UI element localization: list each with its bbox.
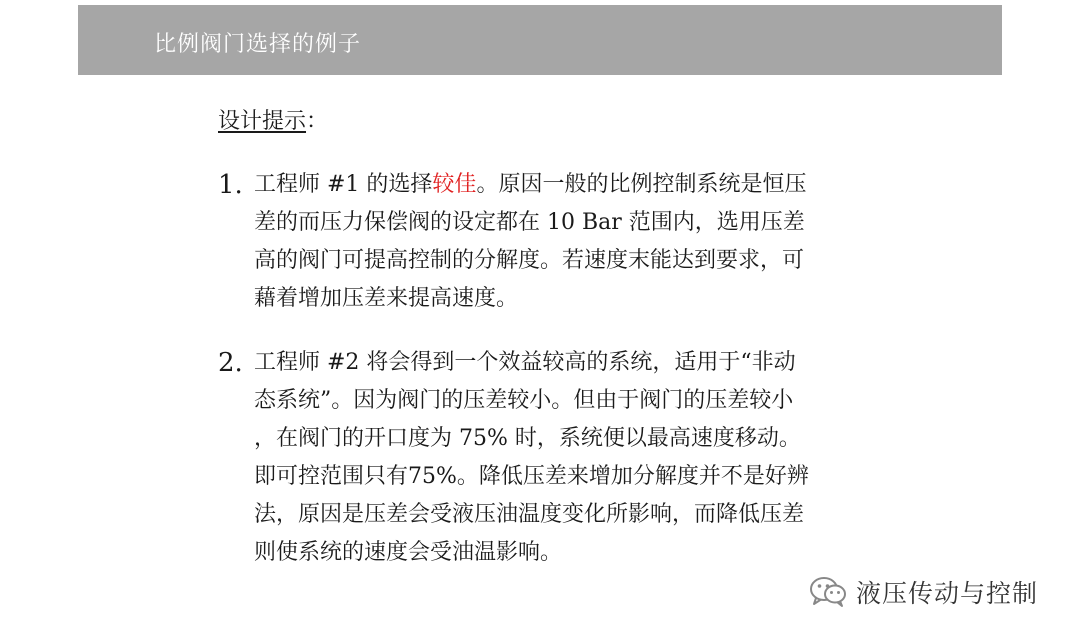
tip-line: 则使系统的速度会受油温影响。: [254, 540, 563, 565]
tips-heading-label: 设计提示: [218, 109, 307, 134]
tip-line-text: 工程师 #1 的选择: [254, 172, 433, 197]
tip-line: ，在阀门的开口度为 75% 时，系统便以最高速度移动。: [254, 426, 801, 451]
tip-line: 工程师 #2 将会得到一个效益较高的系统，适用于“非动: [254, 350, 796, 375]
tip-line-text: 。原因一般的比例控制系统是恒压: [476, 172, 807, 197]
watermark: [808, 574, 1038, 610]
tip-line: 法，原因是压差会受液压油温度变化所影响，而降低压差: [254, 502, 805, 527]
tip-item-number: 1.: [218, 170, 243, 200]
highlight-text: 较佳: [432, 172, 477, 197]
tip-line: 即可控范围只有75%。降低压差来增加分解度并不是好辨: [254, 464, 809, 489]
title-bar: [78, 5, 1002, 75]
tip-item-number: 2.: [218, 348, 243, 378]
tip-line: 态系统”。因为阀门的压差较小。但由于阀门的压差较小: [254, 388, 794, 413]
tips-heading-colon: ：: [306, 109, 329, 134]
slide-title: 比例阀门选择的例子: [154, 32, 362, 57]
watermark-text: 液压传动与控制: [856, 579, 1039, 608]
tips-heading: [218, 104, 328, 135]
tip-line: 差的而压力保偿阀的设定都在 10 Bar 范围内，选用压差: [254, 210, 805, 235]
wechat-icon: [808, 574, 848, 610]
tip-line: 高的阀门可提高控制的分解度。若速度末能达到要求，可: [254, 248, 805, 273]
tip-line: [254, 166, 914, 204]
tip-line: 藉着增加压差来提高速度。: [254, 286, 519, 311]
